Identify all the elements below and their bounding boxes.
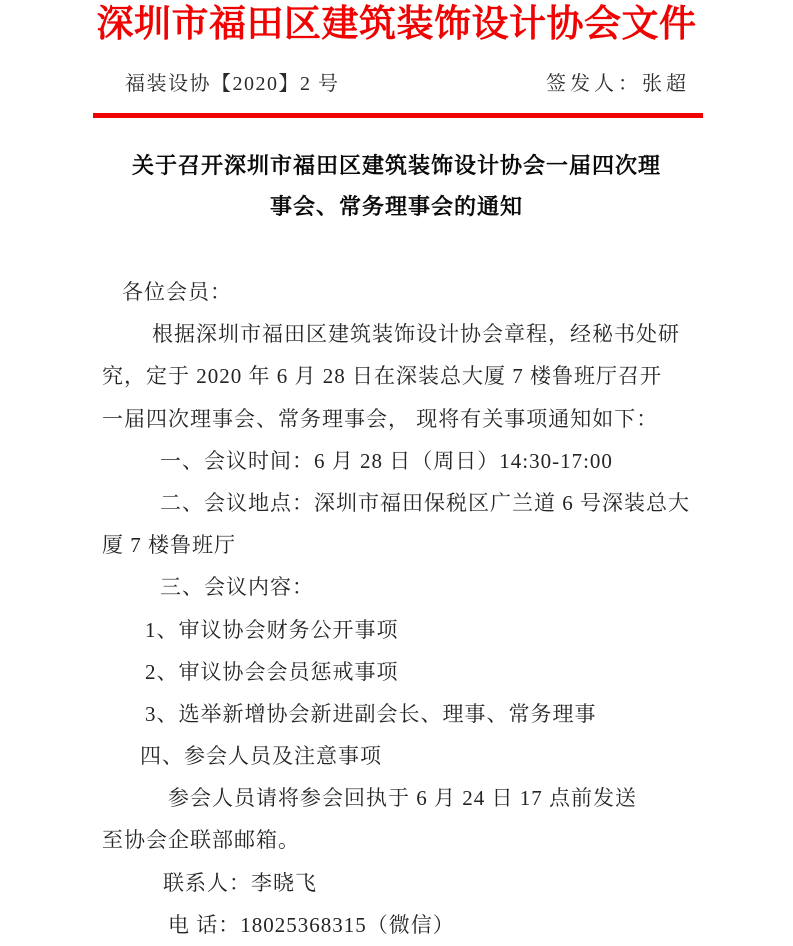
body-line-item-4-attendees: 四、参会人员及注意事项: [140, 744, 382, 769]
body-line-salutation: 各位会员：: [122, 280, 232, 304]
body-line-contact-phone: 电 话：18025368315（微信）: [168, 912, 455, 937]
body-line-reply-1: 参会人员请将参会回执于 6 月 24 日 17 点前发送: [168, 786, 637, 811]
body-line-contact-name: 联系人：李晓飞: [163, 870, 317, 895]
body-line-item-3-content: 三、会议内容：: [160, 575, 314, 600]
body-line-intro-3: 一届四次理事会、常务理事会， 现将有关事项通知如下：: [102, 406, 659, 431]
body-line-agenda-1: 1、审议协会财务公开事项: [145, 617, 399, 642]
subject-line-2: 事会、常务理事会的通知: [269, 194, 523, 219]
body-line-agenda-3: 3、选举新增协会新进副会长、理事、常务理事: [145, 701, 597, 726]
document-body: [102, 271, 690, 946]
document-number: 福装设协【2020】2 号: [125, 73, 340, 95]
issuer-name: 签发人：张超: [546, 73, 690, 95]
body-line-reply-2: 至协会企联部邮箱。: [102, 828, 300, 853]
body-line-item-2-place-2: 厦 7 楼鲁班厅: [102, 533, 236, 558]
document-meta-row: [93, 70, 703, 98]
letterhead-org-title: 深圳市福田区建筑装饰设计协会文件: [96, 4, 697, 45]
body-line-item-2-place-1: 二、会议地点：深圳市福田保税区广兰道 6 号深装总大: [160, 490, 690, 515]
document-subject-title: [0, 145, 793, 227]
body-line-intro-2: 究，定于 2020 年 6 月 28 日在深装总大厦 7 楼鲁班厅召开: [102, 364, 662, 389]
body-line-intro-1: 根据深圳市福田区建筑装饰设计协会章程，经秘书处研: [152, 322, 680, 347]
red-divider-rule: [93, 113, 703, 118]
body-line-item-1-time: 一、会议时间：6 月 28 日（周日）14:30-17:00: [160, 448, 613, 473]
body-line-agenda-2: 2、审议协会会员惩戒事项: [145, 659, 399, 684]
subject-line-1: 关于召开深圳市福田区建筑装饰设计协会一届四次理: [131, 153, 661, 178]
